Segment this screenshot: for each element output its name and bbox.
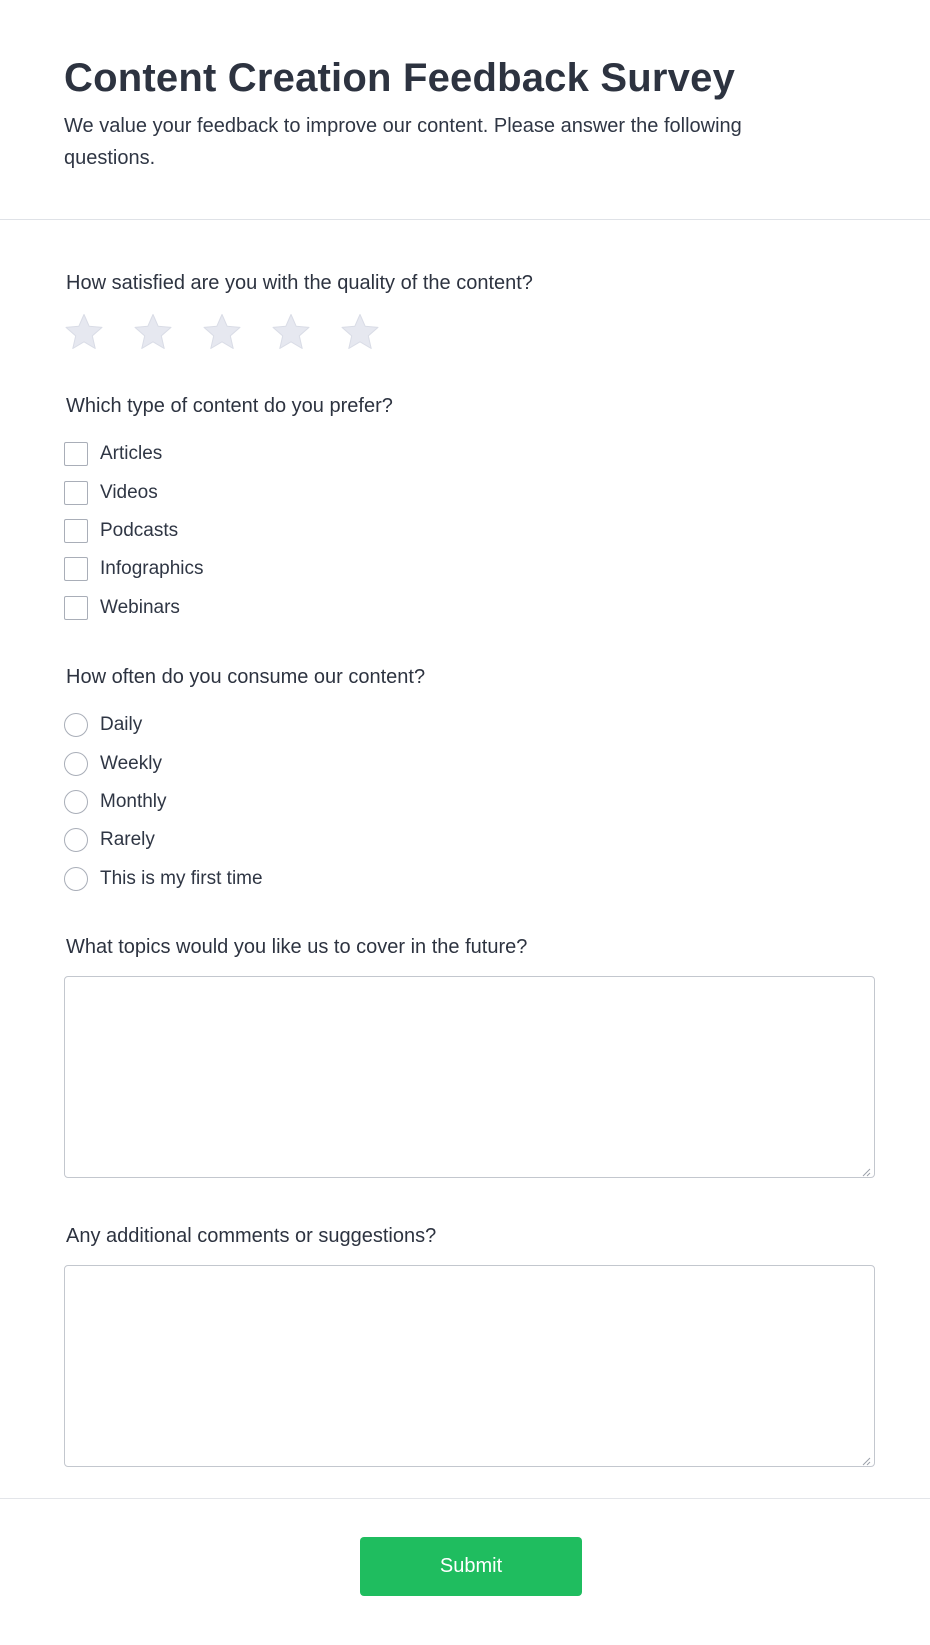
frequency-option[interactable] [64, 706, 876, 744]
survey-form [0, 220, 930, 1494]
content-type-option[interactable] [64, 550, 876, 588]
comments-question [64, 1223, 876, 1494]
survey-header [0, 0, 930, 220]
radio-button[interactable] [64, 867, 88, 891]
option-label[interactable]: Daily [100, 714, 143, 736]
option-label[interactable]: Rarely [100, 829, 155, 851]
radio-button[interactable] [64, 790, 88, 814]
option-label[interactable]: Webinars [100, 596, 180, 618]
comments-textarea[interactable] [64, 1265, 875, 1467]
star-icon[interactable] [64, 312, 104, 352]
content-type-question [64, 393, 876, 664]
option-label[interactable]: Monthly [100, 790, 167, 812]
checkbox[interactable] [64, 481, 88, 505]
rating-question [64, 270, 876, 393]
submit-button[interactable]: Submit [360, 1537, 582, 1596]
page-title: Content Creation Feedback Survey [64, 56, 736, 100]
content-type-option[interactable] [64, 512, 876, 550]
frequency-option[interactable] [64, 860, 876, 898]
frequency-option[interactable] [64, 821, 876, 859]
frequency-option[interactable] [64, 744, 876, 782]
content-type-question-label: Which type of content do you prefer? [66, 395, 393, 417]
form-footer [0, 1498, 930, 1645]
checkbox[interactable] [64, 442, 88, 466]
star-icon[interactable] [202, 312, 242, 352]
page-subtitle: We value your feedback to improve our content. Please answer the following questions. [64, 115, 742, 169]
radio-button[interactable] [64, 828, 88, 852]
checkbox[interactable] [64, 557, 88, 581]
star-icon[interactable] [271, 312, 311, 352]
option-label[interactable]: This is my first time [100, 867, 263, 889]
option-label[interactable]: Articles [100, 443, 163, 465]
star-icon[interactable] [340, 312, 380, 352]
content-type-option[interactable] [64, 589, 876, 627]
frequency-question [64, 664, 876, 934]
comments-question-label: Any additional comments or suggestions? [66, 1225, 437, 1247]
topics-question [64, 934, 876, 1223]
radio-button[interactable] [64, 713, 88, 737]
content-type-option[interactable] [64, 435, 876, 473]
topics-textarea[interactable] [64, 976, 875, 1178]
frequency-option[interactable] [64, 783, 876, 821]
content-type-option[interactable] [64, 473, 876, 511]
star-rating [64, 312, 876, 352]
option-label[interactable]: Podcasts [100, 519, 179, 541]
rating-question-label: How satisfied are you with the quality of the content? [66, 272, 533, 294]
resize-grip-icon[interactable] [861, 1453, 871, 1463]
resize-grip-icon[interactable] [861, 1164, 871, 1174]
star-icon[interactable] [133, 312, 173, 352]
option-label[interactable]: Infographics [100, 558, 204, 580]
radio-button[interactable] [64, 752, 88, 776]
option-label[interactable]: Videos [100, 481, 158, 503]
topics-question-label: What topics would you like us to cover in the future? [66, 936, 528, 958]
checkbox[interactable] [64, 596, 88, 620]
frequency-question-label: How often do you consume our content? [66, 666, 426, 688]
option-label[interactable]: Weekly [100, 752, 162, 774]
checkbox[interactable] [64, 519, 88, 543]
